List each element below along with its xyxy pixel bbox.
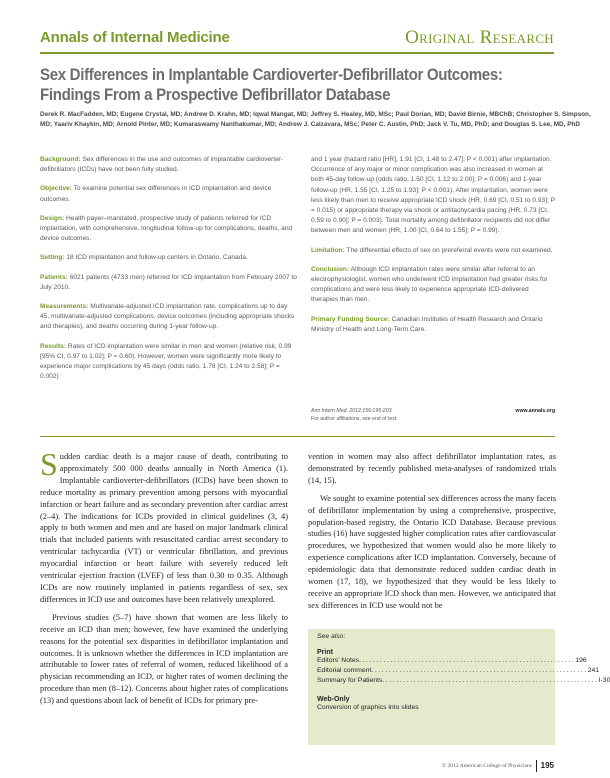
leader-dots: .............................................................. bbox=[371, 667, 588, 675]
background-heading: Background: bbox=[40, 156, 81, 163]
header-rule bbox=[40, 52, 554, 54]
page-number: 195 bbox=[536, 760, 554, 772]
see-also-title: See also: bbox=[317, 633, 346, 640]
abstract-objective bbox=[40, 184, 298, 204]
abstract-right-column bbox=[311, 155, 555, 344]
journal-name[interactable]: Annals of Internal Medicine bbox=[40, 29, 230, 46]
item-page: 196 bbox=[575, 657, 587, 664]
limitation-heading: Limitation: bbox=[311, 246, 345, 254]
abstract-design bbox=[40, 214, 298, 245]
abstract-left-column bbox=[40, 155, 298, 391]
website-link[interactable]: www.annals.org bbox=[515, 408, 555, 414]
see-also-item-summary-for-patients[interactable] bbox=[317, 676, 610, 686]
funding-heading: Primary Funding Source: bbox=[311, 315, 390, 323]
leader-dots: .............................................................. bbox=[359, 657, 576, 664]
page-footer bbox=[0, 758, 594, 778]
body-right-column bbox=[308, 451, 556, 612]
item-page: 241 bbox=[587, 667, 600, 675]
patients-text: 6021 patients (4733 men) referred for ICD implantation from February 2007 to July 2010. bbox=[40, 273, 297, 291]
body-paragraph-1 bbox=[40, 446, 288, 606]
measurements-text: Multivariate-adjusted ICD implantation rate, complications up to day 45, multivariate-adjusted complications, device outcomes (including appropriate shocks and therapies), and deaths occurring during 1-year follow-up. bbox=[40, 303, 295, 331]
see-also-item-editors-notes[interactable] bbox=[317, 656, 587, 666]
funding-text: Canadian Institutes of Health Research and Ontario Ministry of Health and Long-Term Care. bbox=[311, 315, 543, 333]
see-also-web-item[interactable] bbox=[317, 703, 546, 713]
abstract-results bbox=[40, 342, 298, 383]
abstract-measurements bbox=[40, 302, 298, 333]
section-divider bbox=[40, 436, 555, 437]
spacer bbox=[317, 687, 546, 694]
page-header bbox=[0, 0, 594, 56]
author-list: Derek R. MacFadden, MD; Eugene Crystal, MD; Andrew D. Krahn, MD; Iqwal Mangat, MD; Jeffrey S. Healey, MD, MSc; Paul Dorian, MD; David Birnie, MBChB; Christopher S. Simpson, MD; Yaariv Khaykin, MD; Arnold Pinter, MD; Kumaraswamy Nanthakumar, MD; Andrew J. Calzavara, MSc; Peter C. Austin, PhD; Jack V. Tu, MD, PhD; and Douglas S. Lee, MD, PhD bbox=[40, 111, 591, 129]
abstract-setting bbox=[40, 253, 298, 263]
body-paragraph-4: We sought to examine potential sex differences across the many facets of defibrillator implementation by using a comprehensive, prospective, population-based registry, the Ontario ICD Database. Because previous studies (16) have suggested higher complication rates after cardiovascular procedures, we hypothesized that women would also be more likely to experience complications after ICD implantation. Conversely, because of epidemiologic data that demonstrate reduced sudden cardiac death in women (17, 18), we hypothesized that they would be less likely to receive an appropriate ICD shock than men. However, we anticipated that sex differences in ICD use would not be bbox=[308, 493, 556, 610]
body-paragraph-2: Previous studies (5–7) have shown that women are less likely to receive an ICD than men; however, few have examined the underlying reasons for the potential sex disparities in defibrillator implantation and outcomes. It is unknown whether the differences in ICD implantation are attributable to lower rates of referral of women, reduced likelihood of a physician recommending an ICD, or higher rates of women declining the procedure than men (8–12). Concerns about higher rates of complications (13) and questions about lack of benefit of ICDs for primary pre- bbox=[40, 612, 288, 706]
conclusion-text: Although ICD implantation rates were similar after referral to an electrophysiologist, women who underwent ICD implantation had greater risks for complications and were less likely to experience appropriate ICD-delivered therapies than men. bbox=[311, 265, 548, 304]
drop-cap: S bbox=[40, 446, 58, 482]
leader-dots: .............................................................. bbox=[382, 677, 599, 685]
patients-heading: Patients: bbox=[40, 273, 68, 281]
objective-text: To examine potential sex differences in ICD implantation and device outcomes. bbox=[40, 185, 272, 203]
limitation-text: The differential effects of sex on prereferral events were not examined. bbox=[346, 246, 553, 254]
results-heading: Results: bbox=[40, 342, 67, 350]
see-also-box bbox=[308, 629, 610, 745]
results-text-start: Rates of ICD implantation were similar in men and women (relative risk, 0.99 [95% CI, 0.97 to 1.02]; P = 0.60). However, women were significantly more likely to experience major complications by 45 days (odds ratio, 1.78 [CI, 1.24 to 2.58]; P = 0.002) bbox=[40, 342, 292, 381]
article-title: Sex Differences in Implantable Cardioverter-Defibrillator Outcomes: Findings From a Prospective Defibrillator Database bbox=[40, 66, 503, 104]
abstract-patients bbox=[40, 273, 298, 293]
item-label: Conversion of graphics into slides bbox=[317, 703, 419, 711]
setting-heading: Setting: bbox=[40, 254, 65, 262]
print-heading: Print bbox=[317, 649, 333, 656]
design-text: Health payer–mandated, prospective study of patients referred for ICD implantation, with comprehensive, longitudinal follow-up for complications, deaths, and device outcomes. bbox=[40, 214, 293, 243]
item-page: I-30 bbox=[598, 677, 610, 685]
section-label: Original Research bbox=[405, 27, 554, 48]
results-continued: and 1 year (hazard ratio [HR], 1.91 [CI, 1.48 to 2.47]; P < 0.001) after implantation. Occurrence of any major or minor complication was also increased in women at both 45-day follow-up (odds ratio, 1.50 [CI, 1.12 to 2.00]; P = 0.006) and 1-year follow-up (HR, 1.55 [CI, 1.25 to 1.93]; P < 0.001). After implantation, women were less likely than men to receive appropriate ICD shock (HR, 0.69 [CI, 0.51 to 0.93]; P = 0.015) or appropriate therapy via shock or antitachycardia pacing (HR, 0.73 [CI, 0.59 to 0.90]; P = 0.003). Total mortality among defibrillator recipients did not differ between men and women (HR, 1.00 [CI, 0.64 to 1.55]; P = 0.99). bbox=[311, 156, 555, 235]
item-label: Editors’ Notes bbox=[317, 657, 360, 664]
background-text: Sex differences in the use and outcomes of implantable cardioverter-defibrillators (ICDs) have not been fully studied. bbox=[40, 156, 284, 174]
see-also-item-editorial-comment[interactable] bbox=[317, 666, 600, 676]
abstract-funding bbox=[311, 315, 555, 335]
body-left-column bbox=[40, 446, 288, 707]
conclusion-heading: Conclusion: bbox=[311, 265, 350, 273]
abstract-conclusion bbox=[311, 265, 555, 306]
design-heading: Design: bbox=[40, 214, 65, 222]
copyright-notice: © 2012 American College of Physicians bbox=[441, 763, 532, 769]
objective-heading: Objective: bbox=[40, 185, 72, 193]
citation-text: Ann Intern Med. 2012;156:195-203. bbox=[311, 408, 393, 414]
body-paragraph-3: vention in women may also affect defibrillator implantation rates, as demonstrated by recently published meta-analyses of randomized trials (14, 15). bbox=[308, 452, 556, 485]
citation-block bbox=[311, 407, 555, 423]
web-only-heading: Web-Only bbox=[317, 695, 350, 703]
affiliation-note: For author affiliations, see end of text. bbox=[311, 416, 398, 422]
item-label: Editorial comment bbox=[317, 667, 372, 675]
abstract-limitation bbox=[311, 246, 555, 256]
setting-text: 18 ICD implantation and follow-up centers in Ontario, Canada. bbox=[66, 254, 248, 262]
item-label: Summary for Patients bbox=[317, 677, 383, 685]
abstract-background bbox=[40, 155, 298, 175]
body-paragraph-1-text: udden cardiac death is a major cause of death, contributing to approximately 500 000 deaths annually in North America (1). Implantable cardioverter-defibrillators (ICDs) have been shown to reduce mortality as primary prevention among persons with myocardial infarction or heart failure and as secondary prevention after cardiac arrest (2–4). The indications for ICDs provided in clinical guidelines (3, 4) apply to both women and men and are based on major landmark clinical trials that included patients with resuscitated cardiac arrest secondary to ventricular tachycardia (VT) or ventricular fibrillation, and previous myocardial infarction or heart failure with severely reduced left ventricular ejection fraction (LVEF) of less than 0.30 to 0.35. Although ICDs are now routinely implanted in patients regardless of sex, sex differences in ICD use and outcomes have been relatively unexplored. bbox=[40, 452, 288, 604]
measurements-heading: Measurements: bbox=[40, 303, 89, 311]
